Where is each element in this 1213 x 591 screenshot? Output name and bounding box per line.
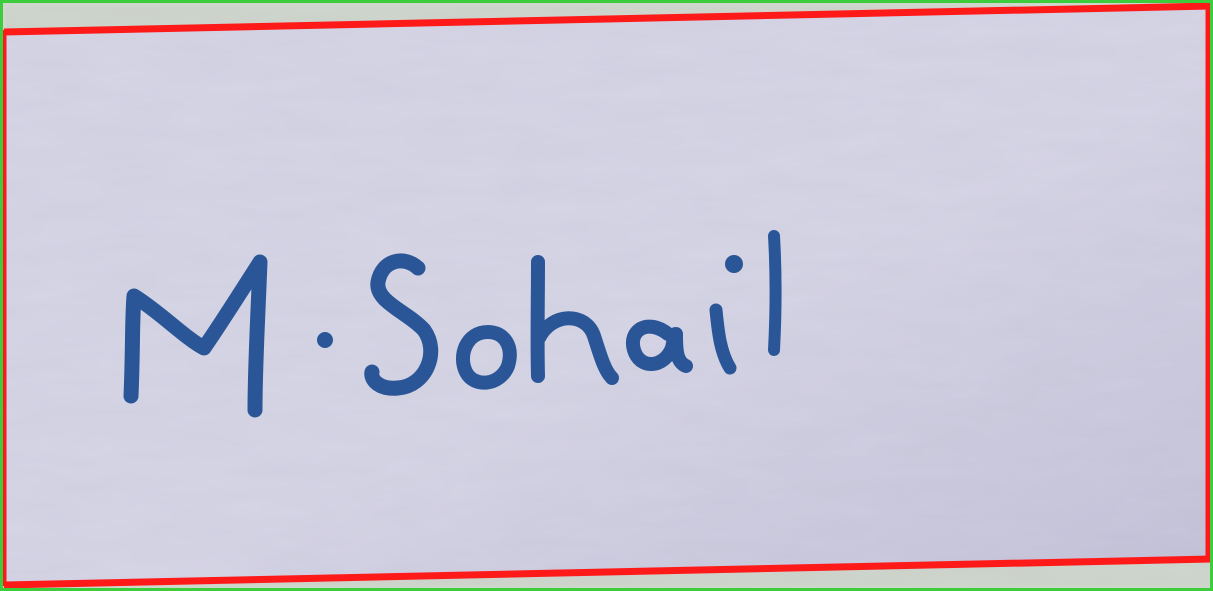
signature-letter-l (774, 236, 776, 350)
signature-dot (320, 335, 330, 345)
paper-texture (6, 7, 1209, 585)
signature-i-dot (729, 259, 739, 269)
